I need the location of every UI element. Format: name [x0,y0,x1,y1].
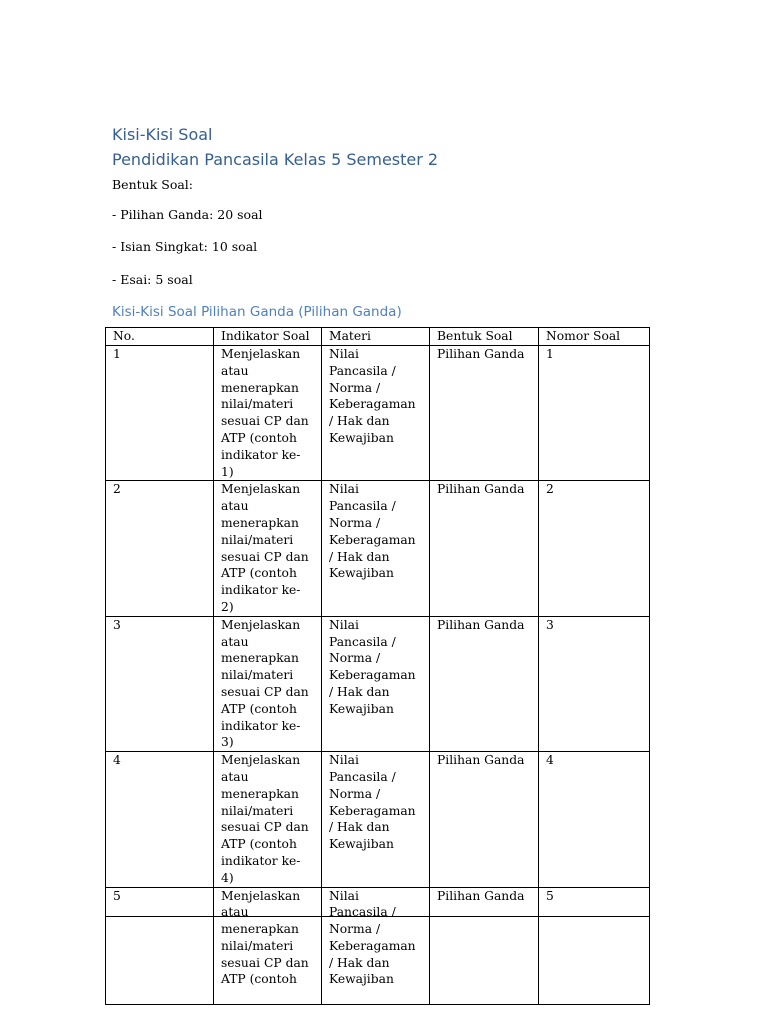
cell-indikator-text: Menjelaskan atau menerapkan nilai/materi sesuai CP dan ATP (contoh indikator ke-2) [221,482,309,614]
header-bentuk: Bentuk Soal [430,328,539,346]
table-header-row [106,328,650,346]
cell-indikator-text: Menjelaskan atau menerapkan nilai/materi sesuai CP dan ATP (contoh indikator ke-3) [221,617,309,750]
cell-materi-text: Nilai Pancasila / Norma / Keberagaman / Hak dan Kewajiban [329,617,416,716]
table-row [106,481,650,616]
cell-indikator-text: Menjelaskan atau menerapkan nilai/materi sesuai CP dan ATP (contoh [221,888,309,987]
cell-materi-text: Nilai Pancasila / Norma / Keberagaman / Hak dan Kewajiban [329,482,416,581]
header-indikator: Indikator Soal [214,328,322,346]
table-row [106,752,650,887]
header-materi: Materi [322,328,430,346]
table-row [106,616,650,751]
header-nomor: Nomor Soal [539,328,650,346]
cell-indikator [214,616,322,751]
cell-no: 5 [106,887,214,1004]
cell-nomor: 1 [539,346,650,481]
cell-bentuk: Pilihan Ganda [430,616,539,751]
section-heading: Kisi-Kisi Soal Pilihan Ganda (Pilihan Ganda) [112,304,402,320]
cell-no: 1 [106,346,214,481]
cell-nomor: 5 [539,887,650,1004]
cell-indikator [214,346,322,481]
cell-bentuk: Pilihan Ganda [430,481,539,616]
cell-bentuk: Pilihan Ganda [430,346,539,481]
table-row [106,346,650,481]
cell-nomor: 2 [539,481,650,616]
cell-materi-text: Nilai Pancasila / Norma / Keberagaman / Hak dan Kewajiban [329,753,416,852]
cell-materi [322,752,430,887]
question-type-item: - Pilihan Ganda: 20 soal [112,207,263,222]
cell-no: 2 [106,481,214,616]
cell-materi [322,616,430,751]
cell-indikator [214,752,322,887]
document-subtitle: Pendidikan Pancasila Kelas 5 Semester 2 [112,150,439,169]
cell-no: 4 [106,752,214,887]
header-no: No. [106,328,214,346]
cell-indikator [214,481,322,616]
cell-nomor: 3 [539,616,650,751]
cell-materi-text: Nilai Pancasila / Norma / Keberagaman / Hak dan Kewajiban [329,347,416,445]
cell-materi [322,481,430,616]
cell-materi [322,346,430,481]
question-type-intro: Bentuk Soal: [112,177,194,192]
cell-bentuk: Pilihan Ganda [430,887,539,1004]
cell-indikator-text: Menjelaskan atau menerapkan nilai/materi sesuai CP dan ATP (contoh indikator ke-4) [221,753,309,885]
cell-indikator [214,887,322,1004]
cell-materi-text: Nilai Pancasila / Norma / Keberagaman / Hak dan Kewajiban [329,888,416,987]
cell-materi [322,887,430,1004]
table-row [106,887,650,1004]
grid-table-container [105,327,649,987]
question-type-item: - Esai: 5 soal [112,272,193,287]
cell-no: 3 [106,616,214,751]
document-title: Kisi-Kisi Soal [112,125,213,144]
cell-indikator-text: Menjelaskan atau menerapkan nilai/materi sesuai CP dan ATP (contoh indikator ke-1) [221,347,309,479]
cell-nomor: 4 [539,752,650,887]
cell-bentuk: Pilihan Ganda [430,752,539,887]
grid-table [105,327,650,1005]
question-type-item: - Isian Singkat: 10 soal [112,239,258,254]
